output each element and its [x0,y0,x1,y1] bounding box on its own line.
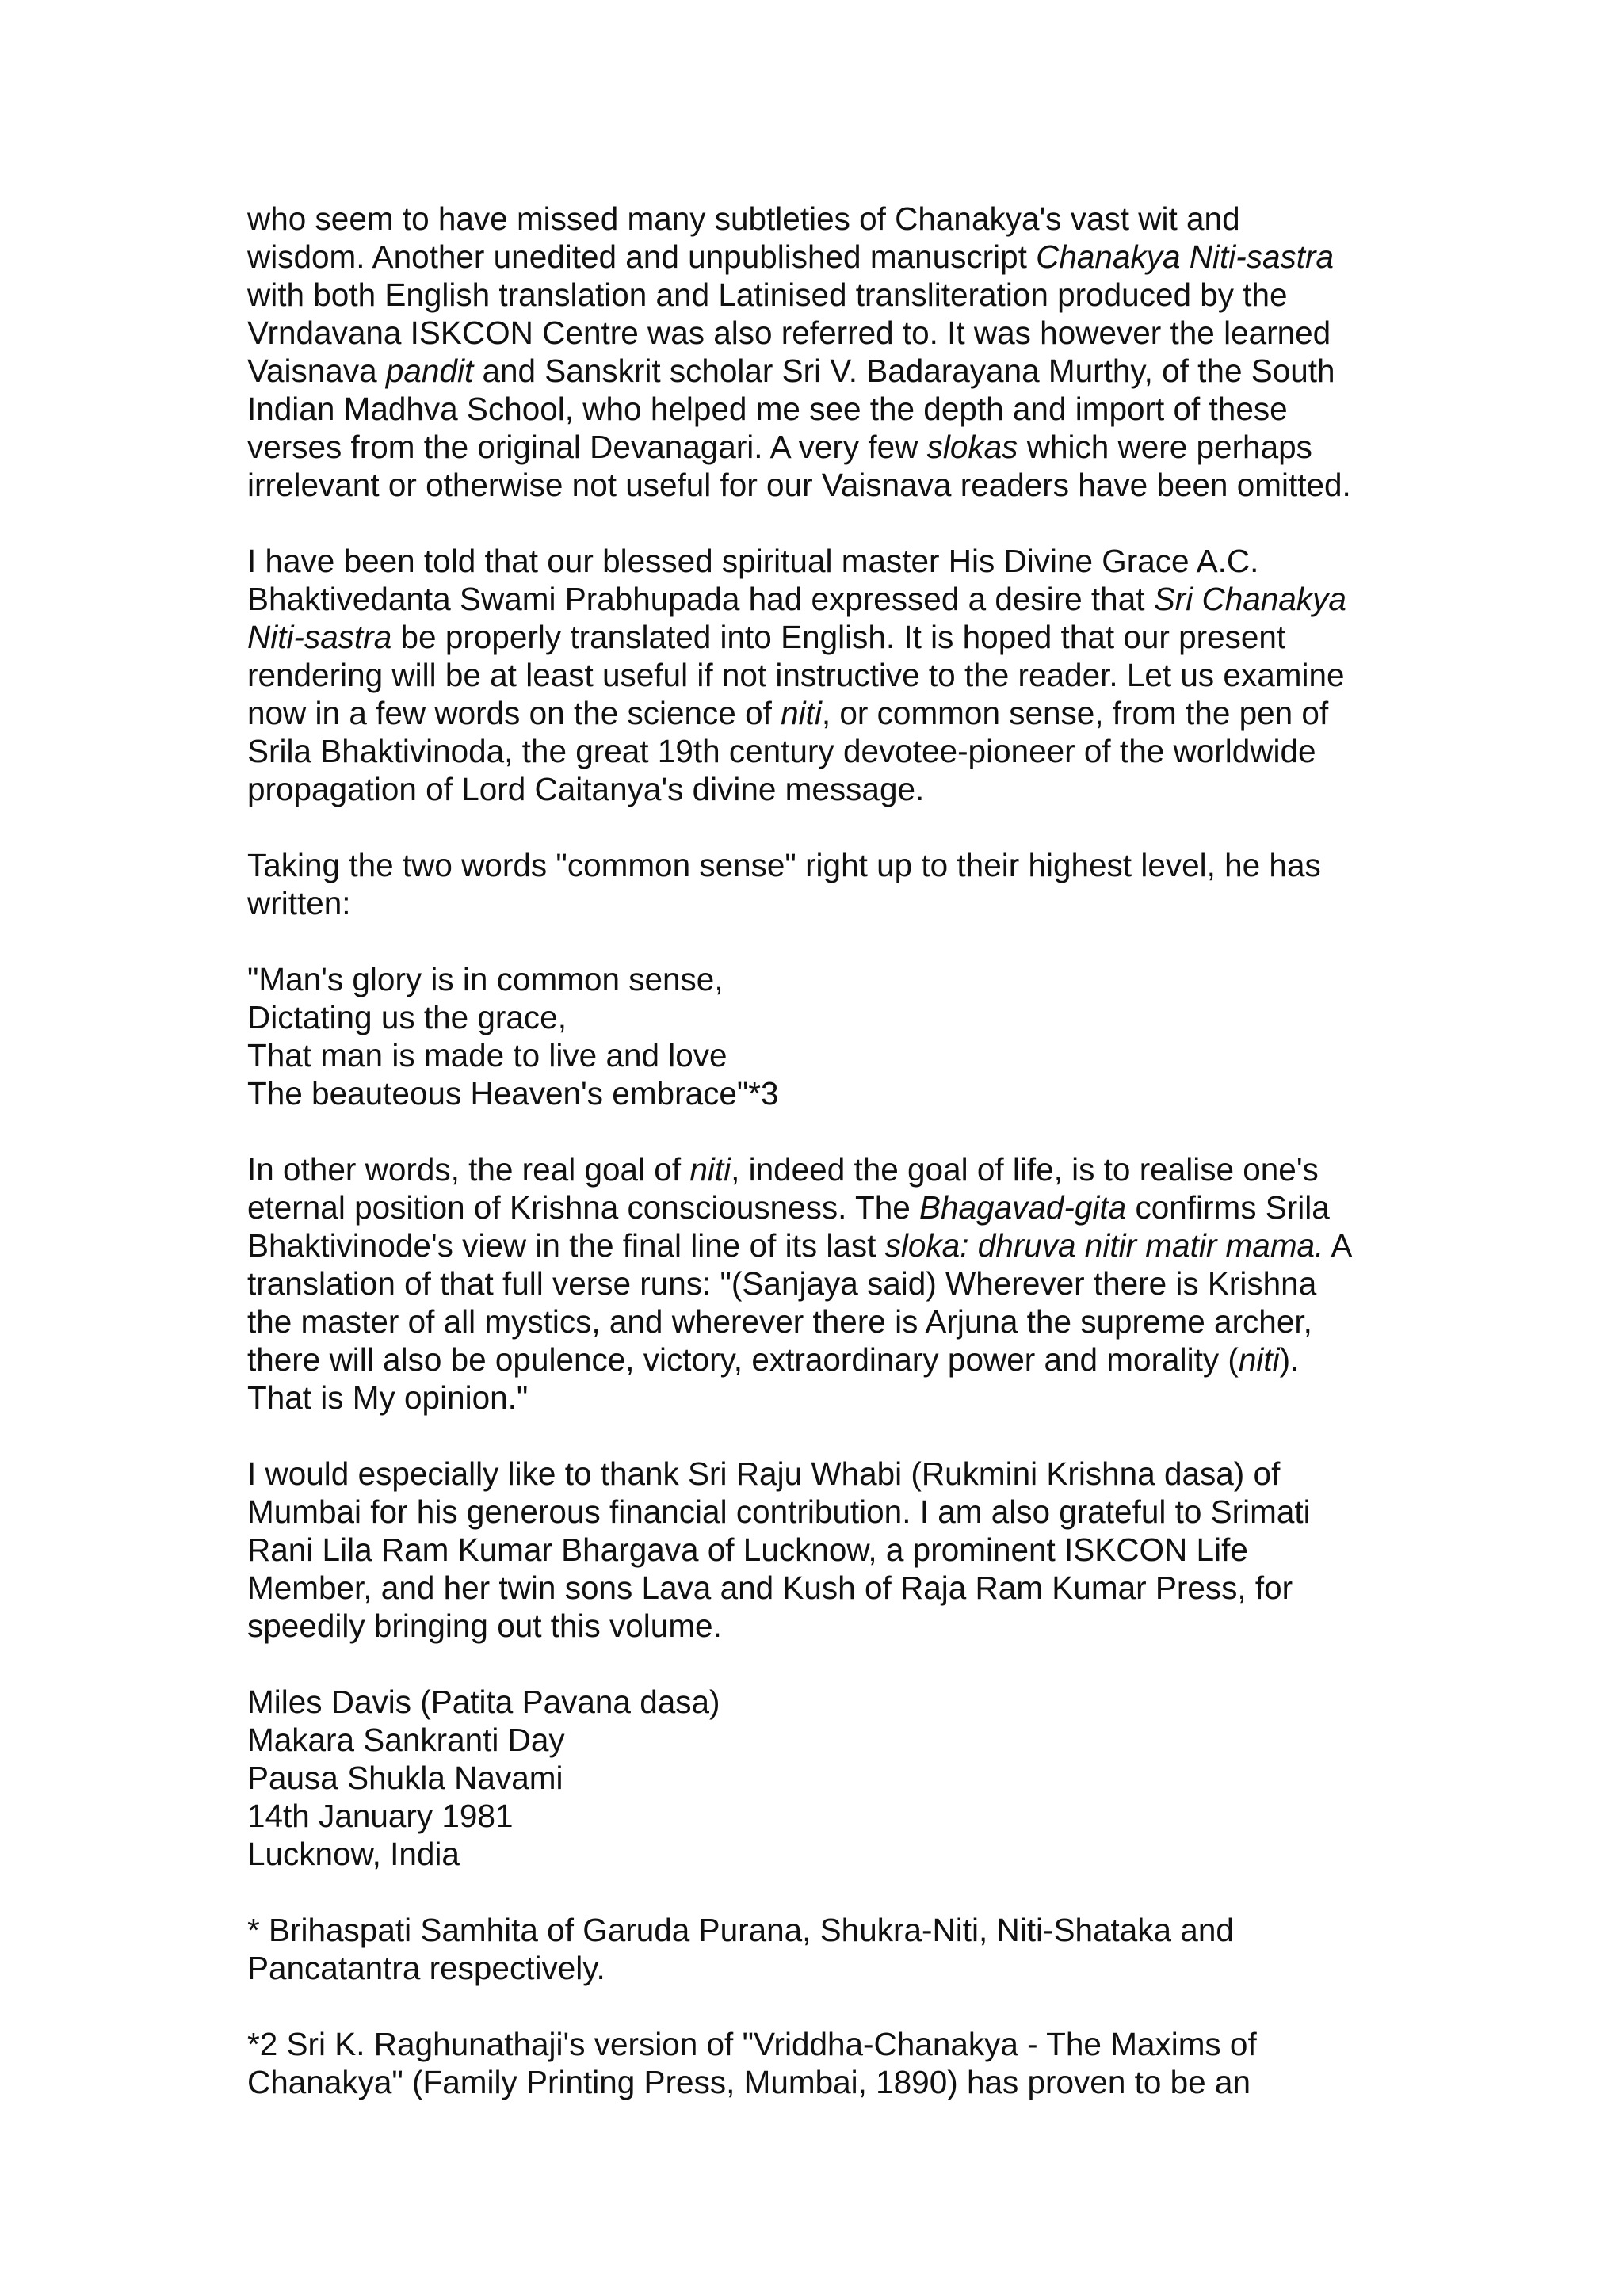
paragraph-gap [247,1873,1420,1911]
text-line [247,732,1420,770]
text-run: propagation of Lord Caitanya's divine message. [247,771,925,807]
text-line [247,770,1420,808]
text-run: Srila Bhaktivinoda, the great 19th century devotee-pioneer of the worldwide [247,733,1316,769]
paragraph-thanks [247,1455,1420,1645]
text-run: eternal position of Krishna consciousness. The [247,1189,919,1226]
text-line [247,1188,1420,1226]
document-body [247,200,1420,2101]
text-line [247,1835,1420,1873]
paragraph-gap [247,1645,1420,1683]
text-run: Indian Madhva School, who helped me see the depth and import of these [247,391,1288,427]
text-line [247,200,1420,238]
text-run: verses from the original Devanagari. A very few [247,429,927,465]
text-line [247,238,1420,276]
text-run: Rani Lila Ram Kumar Bhargava of Lucknow, a prominent ISKCON Life [247,1531,1248,1568]
text-run: wisdom. Another unedited and unpublished manuscript [247,238,1037,275]
paragraph-footnote-1 [247,1911,1420,1987]
text-line [247,1607,1420,1645]
italic-run: Niti-sastra [247,619,392,655]
text-run: Member, and her twin sons Lava and Kush of Raja Ram Kumar Press, for [247,1569,1293,1606]
text-line [247,542,1420,580]
paragraph-prabhupada-desire [247,542,1420,808]
text-run: confirms Srila [1126,1189,1330,1226]
text-run: Chanakya" (Family Printing Press, Mumbai, 1890) has proven to be an [247,2064,1251,2100]
text-run: , indeed the goal of life, is to realise one's [731,1151,1319,1188]
text-line [247,1797,1420,1835]
text-run: Pausa Shukla Navami [247,1760,563,1796]
text-line [247,998,1420,1036]
text-run: rendering will be at least useful if not instructive to the reader. Let us examine [247,657,1345,693]
text-run: In other words, the real goal of [247,1151,690,1188]
text-run: Mumbai for his generous financial contribution. I am also grateful to Srimati [247,1493,1311,1530]
italic-run: niti [1238,1341,1280,1378]
italic-run: pandit [385,353,474,389]
text-line [247,1379,1420,1417]
text-run: with both English translation and Latinised transliteration produced by the [247,277,1288,313]
text-run: I would especially like to thank Sri Raju Whabi (Rukmini Krishna dasa) of [247,1455,1281,1492]
text-line [247,884,1420,922]
italic-run: sloka: dhruva nitir matir mama. [884,1227,1324,1264]
text-line [247,276,1420,314]
text-run: now in a few words on the science of [247,695,781,731]
text-line [247,618,1420,656]
text-line [247,1302,1420,1341]
text-line [247,656,1420,694]
text-line [247,1569,1420,1607]
text-run: 14th January 1981 [247,1798,514,1834]
text-line [247,1264,1420,1302]
text-run: and Sanskrit scholar Sri V. Badarayana Murthy, of the South [473,353,1335,389]
text-line [247,2025,1420,2063]
text-run: the master of all mystics, and wherever there is Arjuna the supreme archer, [247,1303,1312,1340]
text-line [247,2063,1420,2101]
text-line [247,1074,1420,1112]
text-run: Vrndavana ISKCON Centre was also referred to. It was however the learned [247,315,1331,351]
text-run: who seem to have missed many subtleties of Chanakya's vast wit and [247,200,1240,237]
text-run: Pancatantra respectively. [247,1950,605,1986]
text-run: Taking the two words "common sense" right up to their highest level, he has [247,847,1321,883]
text-line [247,314,1420,352]
text-line [247,1341,1420,1379]
text-line [247,580,1420,618]
text-line [247,1455,1420,1493]
text-run: * Brihaspati Samhita of Garuda Purana, Shukra-Niti, Niti-Shataka and [247,1912,1234,1948]
text-line [247,390,1420,428]
text-line [247,1036,1420,1074]
paragraph-poem [247,960,1420,1112]
text-line [247,1531,1420,1569]
text-run: Bhaktivedanta Swami Prabhupada had expressed a desire that [247,581,1154,617]
text-line [247,1759,1420,1797]
text-run: Bhaktivinode's view in the final line of its last [247,1227,885,1264]
text-run: there will also be opulence, victory, extraordinary power and morality ( [247,1341,1239,1378]
text-line [247,1911,1420,1949]
paragraph-gap [247,1417,1420,1455]
paragraph-gap [247,1987,1420,2025]
text-line [247,428,1420,466]
text-run: That man is made to live and love [247,1037,727,1074]
text-line [247,960,1420,998]
text-line [247,846,1420,884]
text-line [247,1150,1420,1188]
text-line [247,352,1420,390]
italic-run: niti [689,1151,731,1188]
text-run: Miles Davis (Patita Pavana dasa) [247,1684,720,1720]
italic-run: Bhagavad-gita [919,1189,1127,1226]
text-run: "Man's glory is in common sense, [247,961,724,997]
text-run: The beauteous Heaven's embrace"*3 [247,1075,779,1112]
text-run: I have been told that our blessed spiritual master His Divine Grace A.C. [247,543,1259,579]
text-run: That is My opinion." [247,1379,529,1416]
text-line [247,1721,1420,1759]
text-run: *2 Sri K. Raghunathaji's version of "Vriddha-Chanakya - The Maxims of [247,2026,1257,2062]
italic-run: Chanakya Niti-sastra [1036,238,1335,275]
italic-run: slokas [926,429,1018,465]
paragraph-sources [247,200,1420,504]
text-run: written: [247,885,351,921]
text-run: which were perhaps [1018,429,1312,465]
text-line [247,1683,1420,1721]
text-run: , or common sense, from the pen of [821,695,1329,731]
paragraph-gap [247,922,1420,960]
italic-run: niti [781,695,822,731]
paragraph-signature [247,1683,1420,1873]
text-run: irrelevant or otherwise not useful for our Vaisnava readers have been omitted. [247,467,1351,503]
italic-run: Sri Chanakya [1153,581,1346,617]
text-line [247,1949,1420,1987]
text-line [247,694,1420,732]
paragraph-gap [247,1112,1420,1150]
text-run: Lucknow, India [247,1836,460,1872]
text-run: A [1323,1227,1353,1264]
paragraph-footnote-2 [247,2025,1420,2101]
text-run: speedily bringing out this volume. [247,1608,722,1644]
text-run: translation of that full verse runs: "(Sanjaya said) Wherever there is Krishna [247,1265,1317,1302]
text-run: ). [1279,1341,1300,1378]
text-line [247,1226,1420,1264]
paragraph-common-sense [247,846,1420,922]
paragraph-gap [247,808,1420,846]
text-run: Makara Sankranti Day [247,1722,565,1758]
paragraph-goal-of-niti [247,1150,1420,1417]
text-run: Dictating us the grace, [247,999,567,1035]
text-run: Vaisnava [247,353,386,389]
text-line [247,466,1420,504]
text-line [247,1493,1420,1531]
text-run: be properly translated into English. It is hoped that our present [391,619,1286,655]
paragraph-gap [247,504,1420,542]
